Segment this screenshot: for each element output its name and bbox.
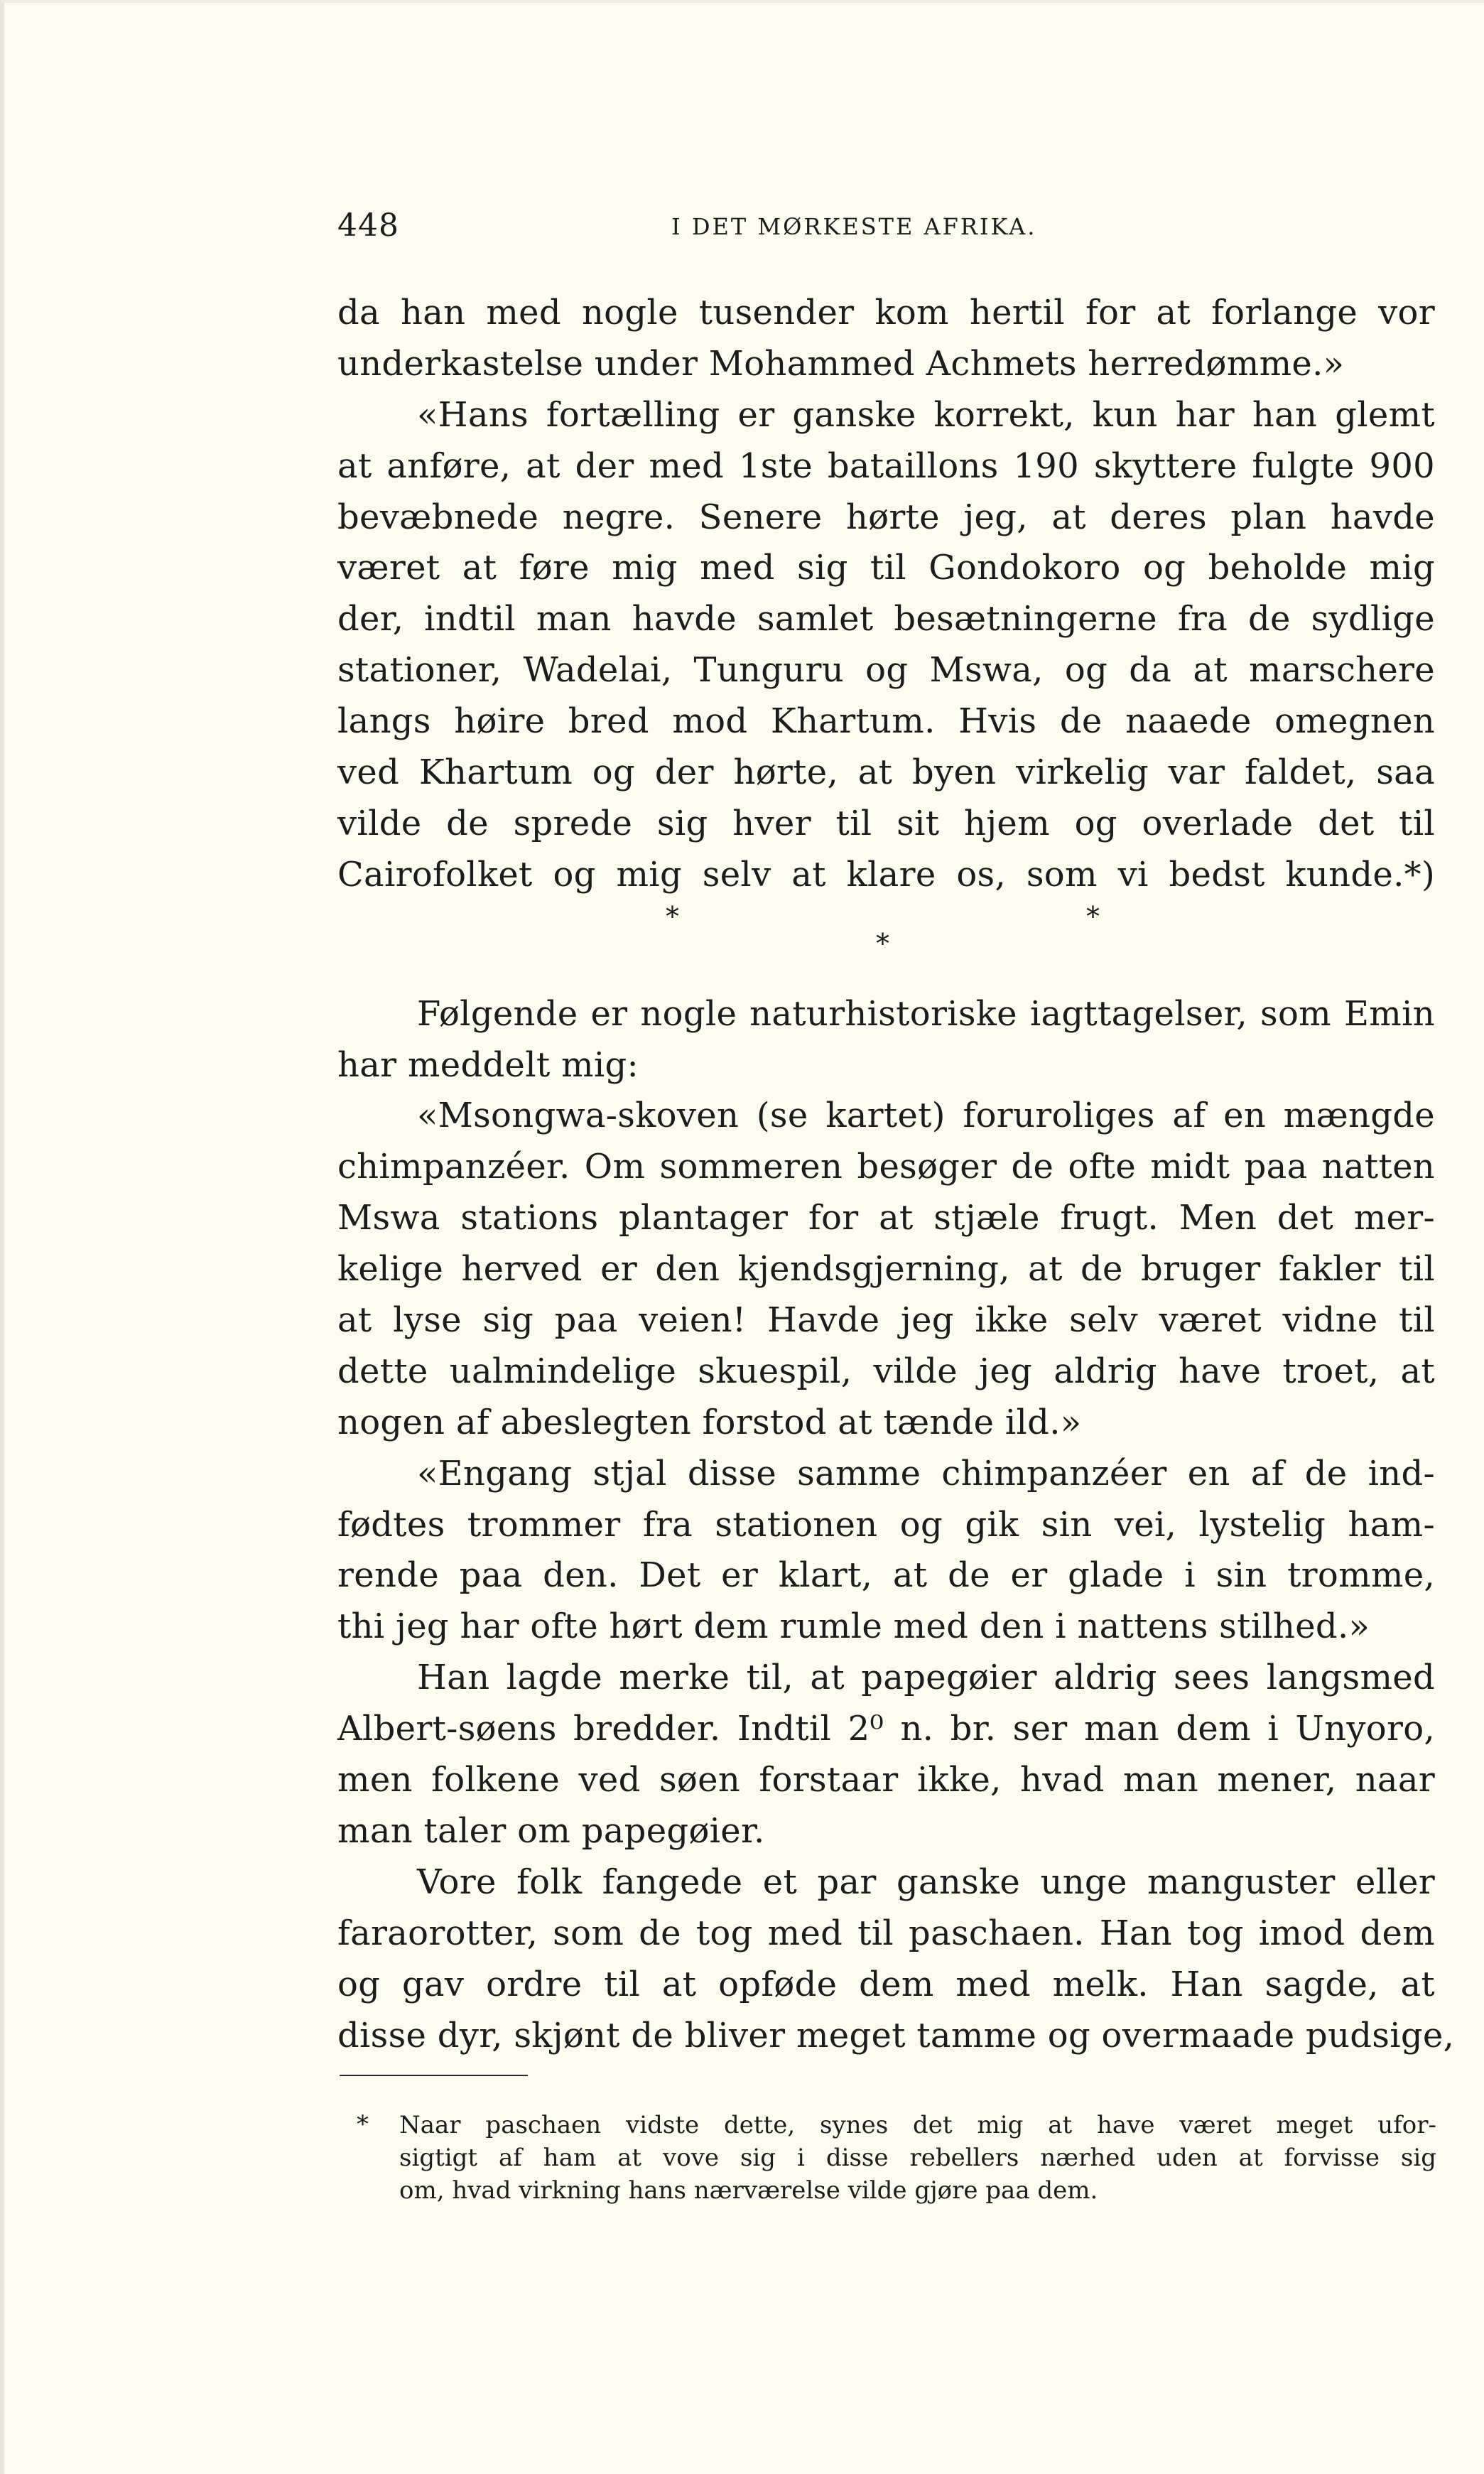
text-line: da han med nogle tusender kom hertil for at forlange vor [337, 293, 1435, 333]
text-line: og gav ordre til at opføde dem med melk. Han sagde, at [337, 1964, 1435, 2004]
text-line: stationer, Wadelai, Tunguru og Mswa, og da at marschere [337, 650, 1435, 691]
text-line: været at føre mig med sig til Gondokoro og beholde mig [337, 548, 1435, 588]
page-header [337, 207, 1435, 250]
text-line: Cairofolket og mig selv at klare os, som vi bedst kunde.*) [337, 854, 1435, 895]
text-line: chimpanzéer. Om sommeren besøger de ofte midt paa natten [337, 1147, 1435, 1187]
text-line: Følgende er nogle naturhistoriske iagttagelser, som Emin [417, 993, 1435, 1034]
text-line: «Hans fortælling er ganske korrekt, kun har han glemt [417, 394, 1435, 435]
text-line: dette ualmindelige skuespil, vilde jeg aldrig have troet, at [337, 1351, 1435, 1391]
body-text [337, 288, 1455, 2061]
text-line: at lyse sig paa veien! Havde jeg ikke selv været vidne til [337, 1300, 1435, 1341]
text-line: thi jeg har ofte hørt dem rumle med den i nattens stilhed.» [337, 1606, 1370, 1647]
paragraph [337, 288, 1435, 390]
footnote-line: Naar paschaen vidste dette, synes det mig at have været meget ufor- [399, 2111, 1436, 2139]
paragraph [337, 1449, 1435, 1653]
text-line: «Msongwa-skoven (se kartet) foruroliges af en mængde [417, 1096, 1435, 1136]
footnote-marker: * [357, 2110, 369, 2139]
text-line: «Engang stjal disse samme chimpanzéer en af de ind- [417, 1453, 1435, 1493]
text-line: Han lagde merke til, at papegøier aldrig sees langsmed [417, 1658, 1435, 1698]
paragraph [337, 1091, 1435, 1448]
asterisk-right: * [1086, 900, 1100, 932]
text-line: vilde de sprede sig hver til sit hjem og overlade det til [337, 803, 1435, 843]
asterisk-left: * [666, 900, 679, 932]
text-line: rende paa den. Det er klart, at de er glade i sin tromme, [337, 1555, 1435, 1596]
text-line: langs høire bred mod Khartum. Hvis de naaede omegnen [337, 701, 1435, 742]
text-line: har meddelt mig: [337, 1044, 639, 1085]
footnote-rule [340, 2075, 528, 2076]
text-line: faraorotter, som de tog med til paschaen. Han tog imod dem [337, 1913, 1435, 1953]
text-line: Mswa stations plantager for at stjæle frugt. Men det mer- [337, 1198, 1435, 1238]
paragraph [337, 1857, 1455, 2062]
running-title: I DET MØRKESTE AFRIKA. [671, 213, 1037, 240]
text-line: der, indtil man havde samlet besætningerne fra de sydlige [337, 599, 1435, 639]
text-line: kelige herved er den kjendsgjerning, at de bruger fakler til [337, 1249, 1435, 1290]
text-line: Albert-søens bredder. Indtil 2⁰ n. br. ser man dem i Unyoro, [337, 1709, 1435, 1749]
text-line: ved Khartum og der hørte, at byen virkelig var faldet, saa [337, 752, 1435, 793]
text-line: fødtes trommer fra stationen og gik sin vei, lystelig ham- [337, 1504, 1435, 1545]
asterisk-middle: * [876, 927, 889, 959]
footnote-line: sigtigt af ham at vove sig i disse rebellers nærhed uden at forvisse sig [399, 2144, 1436, 2172]
paragraph [337, 1653, 1435, 1857]
paragraph [337, 390, 1435, 901]
text-line: nogen af abeslegten forstod at tænde ild.» [337, 1402, 1082, 1442]
paragraph [337, 989, 1435, 1091]
section-break [337, 901, 1435, 979]
text-line: bevæbnede negre. Senere hørte jeg, at deres plan havde [337, 497, 1435, 537]
page-number: 448 [337, 207, 399, 244]
text-line: disse dyr, skjønt de bliver meget tamme og overmaade pudsige, [337, 2015, 1455, 2056]
text-line: at anføre, at der med 1ste bataillons 190 skyttere fulgte 900 [337, 445, 1435, 486]
footnote [357, 2109, 1436, 2207]
text-line: man taler om papegøier. [337, 1810, 765, 1851]
text-line: underkastelse under Mohammed Achmets herredømme.» [337, 343, 1345, 384]
footnote-line: om, hvad virkning hans nærværelse vilde gjøre paa dem. [399, 2176, 1098, 2205]
text-line: men folkene ved søen forstaar ikke, hvad man mener, naar [337, 1760, 1435, 1800]
text-line: Vore folk fangede et par ganske unge manguster eller [417, 1862, 1435, 1902]
